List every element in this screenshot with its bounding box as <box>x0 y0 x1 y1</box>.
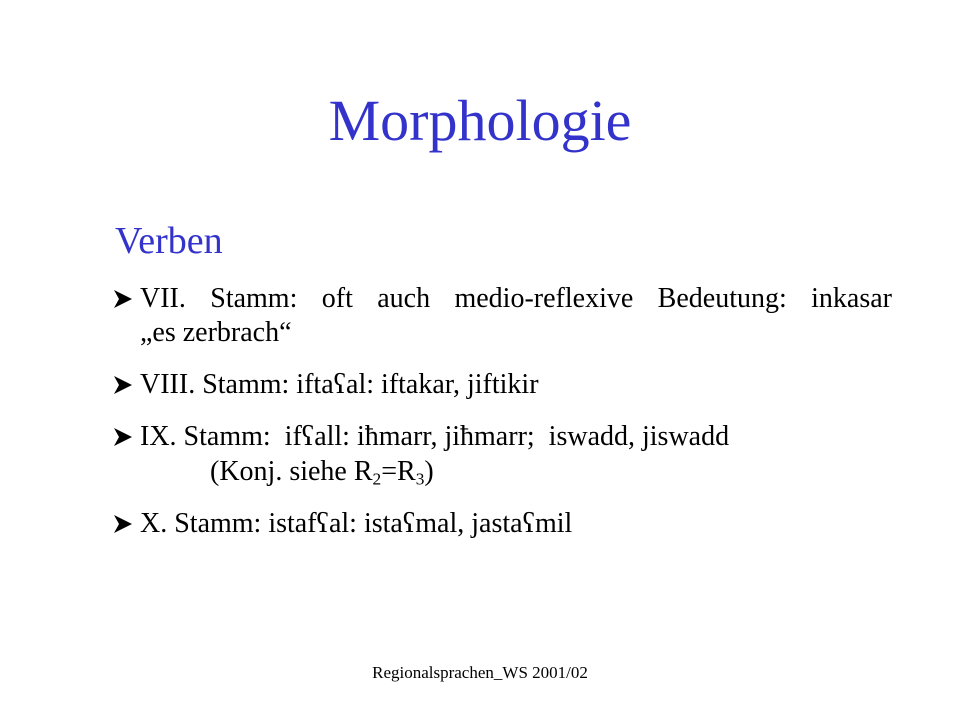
bullet-text: IX. Stamm: ifʕall: iħmarr, jiħmarr; iswadd, jiswadd <box>140 421 730 453</box>
bullet-item <box>112 282 892 350</box>
slide-subtitle: Verben <box>115 220 223 262</box>
bullet-list <box>112 282 892 559</box>
arrow-bullet-icon <box>112 288 134 310</box>
bullet-text: X. Stamm: istafʕal: istaʕmal, jastaʕmil <box>140 507 573 539</box>
slide-footer: Regionalsprachen_WS 2001/02 <box>372 663 588 682</box>
arrow-bullet-icon <box>112 513 134 535</box>
bullet-text: VIII. Stamm: iftaʕal: iftakar, jiftikir <box>140 369 539 401</box>
konj-prefix: (Konj. siehe R <box>210 455 373 487</box>
konj-mid: =R <box>381 455 416 487</box>
bullet-item <box>112 368 892 402</box>
subscript-3: 3 <box>415 468 425 488</box>
arrow-bullet-icon <box>112 374 134 396</box>
slide-title: Morphologie <box>328 88 632 153</box>
subscript-2: 2 <box>372 468 382 488</box>
bullet-item <box>112 507 892 541</box>
bullet-item <box>112 420 892 488</box>
arrow-bullet-icon <box>112 426 134 448</box>
bullet-text: VII. Stamm: oft auch medio-reflexive Bedeutung: inkasar <box>140 283 892 314</box>
konj-suffix: ) <box>424 455 434 487</box>
bullet-text-continuation <box>140 455 892 489</box>
bullet-text-continuation: „es zerbrach“ <box>140 317 292 349</box>
